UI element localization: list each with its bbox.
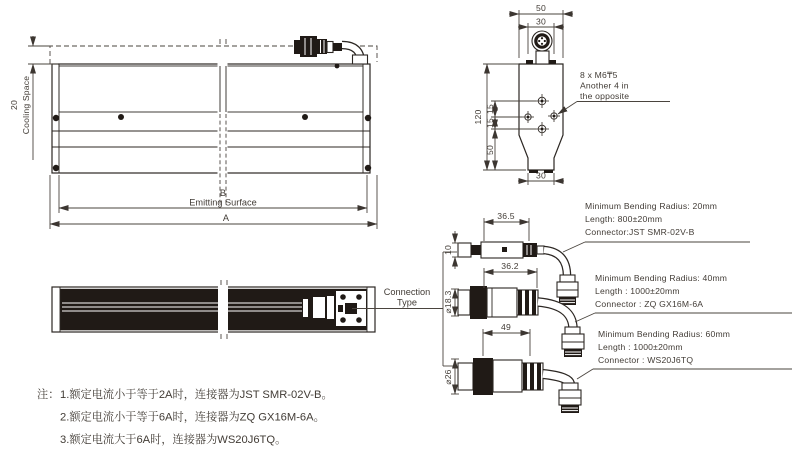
dimension-connector1-width	[484, 211, 529, 241]
notes-prefix: 注：	[37, 389, 60, 401]
end-dim-15a-label: 15	[485, 104, 495, 114]
mounting-holes	[522, 94, 560, 136]
connector1-width-label: 36.5	[497, 211, 515, 221]
cooling-space-dim-value: 20	[9, 100, 19, 110]
end-dim-30-top-label: 30	[536, 16, 546, 27]
cooling-space-dimension	[9, 36, 58, 160]
connector2-width-label: 36.2	[501, 261, 519, 271]
end-dim-30-bottom-label: 30	[536, 170, 546, 181]
thread-note	[558, 70, 670, 114]
end-dim-120-label: 120	[473, 109, 483, 125]
top-view	[9, 36, 377, 229]
connector3-spec-line3: Connector : WS20J6TQ	[598, 355, 694, 365]
connector1-spec-line3: Connector:JST SMR-02V-B	[585, 227, 695, 237]
end-dim-15b-label: 15	[485, 118, 495, 128]
connector3-spec-line1: Minimum Bending Radius: 60mm	[598, 329, 731, 339]
circular-connector-icon	[532, 31, 552, 64]
thread-note-line3: the opposite	[580, 91, 630, 101]
dimension-b	[59, 175, 367, 213]
heatsink-fins-left	[59, 66, 218, 112]
connector3-spec-line2: Length : 1000±20mm	[598, 342, 683, 352]
dimension-connector3-width	[483, 322, 530, 356]
connector2-spec-line2: Length : 1000±20mm	[595, 286, 680, 296]
emitting-surface-label: Emitting Surface	[189, 197, 257, 208]
end-view	[473, 3, 670, 185]
connector2-spec-line3: Connector : ZQ GX16M-6A	[595, 299, 704, 309]
connector1-height-label: 10	[443, 245, 453, 255]
connector1-spec-line2: Length: 800±20mm	[585, 214, 663, 224]
end-dim-50-side-label: 50	[485, 145, 495, 155]
note-item-1: 1.额定电流小于等于2A时，连接器为JST SMR-02V-B。	[60, 389, 333, 401]
thread-note-line2: Another 4 in	[580, 80, 629, 91]
connector1-spec-line1: Minimum Bending Radius: 20mm	[585, 201, 718, 211]
connector2-spec	[575, 273, 792, 322]
mounting-hole	[535, 122, 549, 136]
connection-type-callout	[352, 252, 457, 366]
notes	[37, 387, 333, 446]
mounting-hole	[535, 94, 549, 108]
screw-dots	[53, 64, 371, 172]
heatsink-fins-right	[226, 66, 363, 112]
connector-detail-3	[443, 322, 792, 413]
dimension-connector3-diameter	[443, 359, 459, 394]
connector2-diameter-label: ⌀18.3	[443, 290, 453, 314]
dimension-connector1-height	[443, 231, 459, 269]
light-bar-body	[52, 64, 370, 173]
dim-b-label: B	[219, 188, 227, 198]
dimension-connector2-width	[484, 261, 537, 288]
cable-plug-icon	[458, 358, 581, 413]
connector2-spec-line1: Minimum Bending Radius: 40mm	[595, 273, 728, 283]
note-item-3: 3.额定电流大于6A时，连接器为WS20J6TQ。	[60, 434, 287, 446]
end-dim-50-label: 50	[536, 3, 546, 13]
connection-type-line2: Type	[397, 297, 417, 308]
mounting-hole	[522, 111, 534, 123]
top-cable-connector-icon	[294, 36, 368, 64]
note-item-2: 2.额定电流小于等于6A时，连接器为ZQ GX16M-6A。	[60, 411, 325, 424]
thread-note-line1: 8 x M6₸5	[580, 70, 618, 80]
cooling-space-label: Cooling Space	[21, 75, 31, 135]
connector3-spec	[577, 329, 792, 379]
dim-a-label: A	[222, 213, 230, 223]
dimension-end-30-bottom	[518, 171, 564, 186]
break-gap	[218, 286, 228, 333]
connector1-spec	[563, 201, 750, 252]
side-view	[52, 252, 457, 366]
dimension-connector2-diameter	[443, 289, 459, 316]
mounting-hole	[548, 110, 560, 122]
connector3-diameter-label: ⌀26	[443, 369, 453, 385]
connector3-width-label: 49	[501, 322, 511, 332]
connection-type-line1: Connection	[383, 287, 431, 297]
